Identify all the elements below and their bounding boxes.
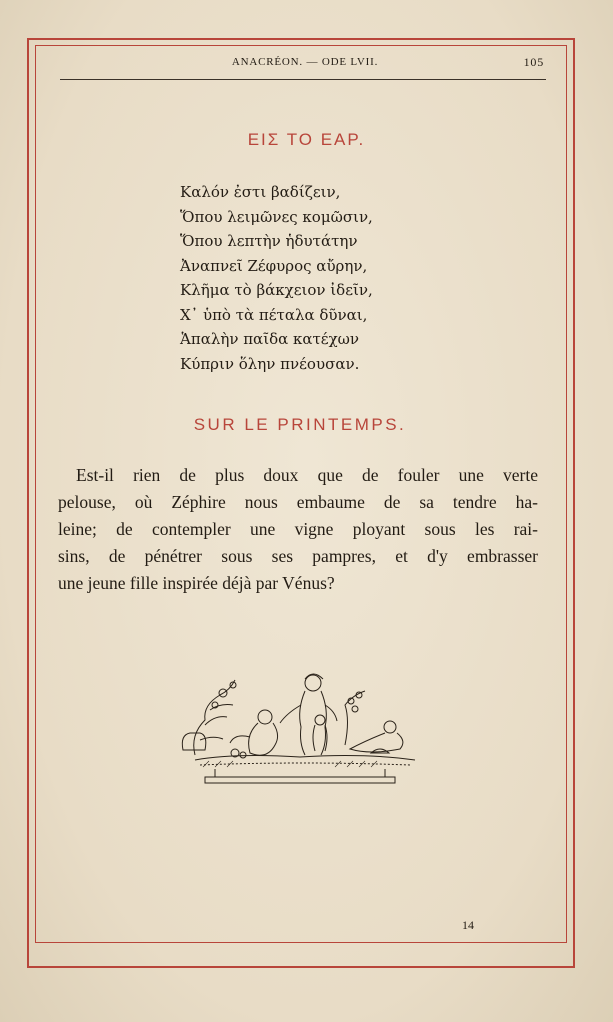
prose-line: pelouse, où Zéphire nous embaume de sa tendre ha-: [58, 492, 538, 512]
greek-verse-line: Κύπριν ὅλην πνέουσαν.: [180, 354, 360, 373]
engraved-vignette-illustration: [175, 665, 425, 795]
greek-verse-line: Καλόν ἐστι βαδίζειν,: [180, 183, 341, 201]
prose-line: leine; de contempler une vigne ployant sous les rai-: [58, 519, 538, 539]
greek-verse-line: Ὅπου λειμῶνες κομῶσιν,: [180, 207, 373, 226]
running-head: [60, 55, 550, 73]
greek-verse-line: Κλῆμα τὸ βάκχειον ἰδεῖν,: [180, 281, 373, 299]
running-title: ANACRÉON. — ODE LVII.: [231, 56, 379, 68]
page-number: 105: [523, 55, 544, 69]
greek-verse-line: Ὅπου λεπτὴν ἡδυτάτην: [180, 232, 358, 250]
greek-poem: [180, 180, 440, 376]
header-rule: [60, 79, 546, 80]
french-translation-title: SUR LE PRINTEMPS.: [193, 415, 407, 434]
greek-verse-line: Ἁπαλὴν παῖδα κατέχων: [180, 330, 360, 348]
prose-line: Est-il rien de plus doux que de fouler une verte: [76, 465, 538, 485]
greek-verse-line: Ἀναπνεῖ Ζέφυρος αὔρην,: [180, 256, 368, 275]
greek-verse-line: Χ᾽ ὑπὸ τὰ πέταλα δῦναι,: [180, 305, 368, 324]
signature-mark: 14: [462, 918, 474, 932]
greek-ode-title: ΕΙΣ ΤΟ ΕΑΡ.: [247, 130, 366, 149]
french-translation-text: [58, 462, 538, 597]
prose-line: une jeune fille inspirée déjà par Vénus?: [58, 573, 335, 593]
prose-line: sins, de pénétrer sous ses pampres, et d'y embrasser: [58, 546, 538, 566]
